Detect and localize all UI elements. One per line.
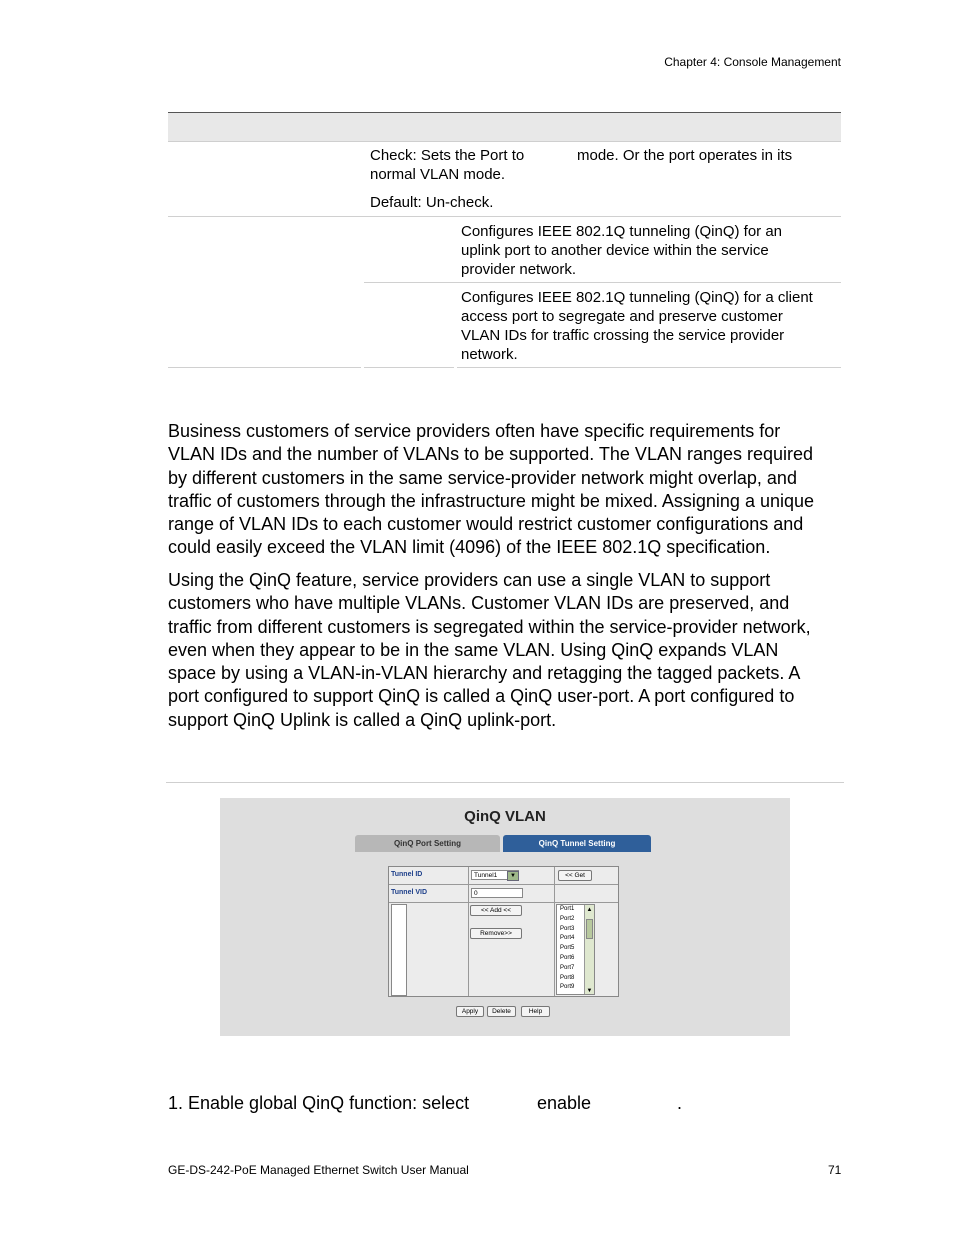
table-bottom-rule xyxy=(168,367,361,368)
port-list[interactable] xyxy=(556,904,595,995)
list-item[interactable]: Port6 xyxy=(560,954,575,961)
tab-qinq-port-setting[interactable]: QinQ Port Setting xyxy=(355,835,500,852)
apply-button[interactable]: Apply xyxy=(456,1006,484,1017)
paragraph-intro: Business customers of service providers often have specific requirements for VLAN IDs and the number of VLANs to be supported. The VLAN ranges required by different customers in the same service-provider network might overlap, and traffic of customers through the infrastructure might be mixed. Assigning a unique range of VLAN IDs to each customer would restrict customer configurations and could easily exceed the VLAN limit (4096) of the IEEE 802.1Q specification. xyxy=(168,421,815,558)
table-header-row xyxy=(168,113,841,142)
step-1-end: . xyxy=(677,1093,683,1113)
step-1-text: 1. Enable global QinQ function: select xyxy=(168,1093,470,1113)
chapter-header: Chapter 4: Console Management xyxy=(664,55,841,69)
list-item[interactable]: Port3 xyxy=(560,925,575,932)
remove-button[interactable]: Remove>> xyxy=(470,928,522,939)
uplink-line-3: provider network. xyxy=(461,261,577,278)
scrollbar-thumb[interactable] xyxy=(586,919,593,939)
section-rule xyxy=(166,782,844,783)
row1-text-cont: mode. Or the port operates in its xyxy=(577,147,793,164)
row-divider xyxy=(168,216,841,217)
qinq-vlan-screenshot xyxy=(220,798,790,1036)
tunnel-select[interactable]: Tunnel1 xyxy=(471,870,519,880)
list-item[interactable]: Port4 xyxy=(560,935,575,942)
table-bottom-rule xyxy=(457,367,841,368)
list-item[interactable]: Port8 xyxy=(560,974,575,981)
chevron-up-icon[interactable]: ▲ xyxy=(586,907,593,913)
list-item[interactable]: Port7 xyxy=(560,964,575,971)
row1-text: Check: Sets the Port to xyxy=(370,147,525,164)
access-line-1: Configures IEEE 802.1Q tunneling (QinQ) for a client xyxy=(461,289,813,306)
uplink-line-1: Configures IEEE 802.1Q tunneling (QinQ) for an xyxy=(461,223,783,240)
tunnel-member-list[interactable] xyxy=(391,904,407,996)
chevron-down-icon[interactable]: ▼ xyxy=(507,871,519,881)
tunnel-form xyxy=(388,866,619,997)
list-item[interactable]: Port2 xyxy=(560,915,575,922)
tunnel-vid-input[interactable]: 0 xyxy=(471,888,523,898)
list-item[interactable]: Port5 xyxy=(560,945,575,952)
access-line-4: network. xyxy=(461,346,518,363)
add-button[interactable]: << Add << xyxy=(470,905,522,916)
tunnel-id-label: Tunnel ID xyxy=(391,871,423,878)
chevron-down-icon[interactable]: ▼ xyxy=(586,988,593,994)
footer-manual-title: GE-DS-242-PoE Managed Ethernet Switch User Manual xyxy=(168,1163,469,1177)
row-divider xyxy=(364,282,841,283)
access-line-3: VLAN IDs for traffic crossing the service provider xyxy=(461,327,785,344)
table-bottom-rule xyxy=(364,367,454,368)
list-item[interactable]: Port9 xyxy=(560,984,575,991)
ui-title: QinQ VLAN xyxy=(464,808,546,825)
paragraph-qinq: Using the QinQ feature, service providers can use a single VLAN to support customers who have multiple VLANs. Customer VLAN IDs are preserved, and traffic from different customers is segregated within the service-provider network, even when they appear to be in the same VLAN. Using QinQ expands VLAN space by using a VLAN-in-VLAN hierarchy and retagging the tagged packets. A port configured to support QinQ is called a QinQ user-port. A port configured to support QinQ Uplink is called a QinQ uplink-port. xyxy=(168,570,811,730)
tab-qinq-tunnel-setting[interactable]: QinQ Tunnel Setting xyxy=(503,835,651,852)
tunnel-vid-label: Tunnel VID xyxy=(391,889,428,896)
row1-default: Default: Un-check. xyxy=(370,194,494,211)
uplink-line-2: uplink port to another device within the service xyxy=(461,242,769,259)
get-button[interactable]: << Get xyxy=(558,870,592,881)
help-button[interactable]: Help xyxy=(521,1006,550,1017)
step-1-value: enable xyxy=(537,1093,592,1113)
list-item[interactable]: Port1 xyxy=(560,906,575,912)
page-number: 71 xyxy=(828,1163,842,1177)
row1-text-line2: normal VLAN mode. xyxy=(370,166,506,183)
access-line-2: access port to segregate and preserve customer xyxy=(461,308,783,325)
port-list-scrollbar[interactable] xyxy=(584,905,594,995)
delete-button[interactable]: Delete xyxy=(487,1006,516,1017)
